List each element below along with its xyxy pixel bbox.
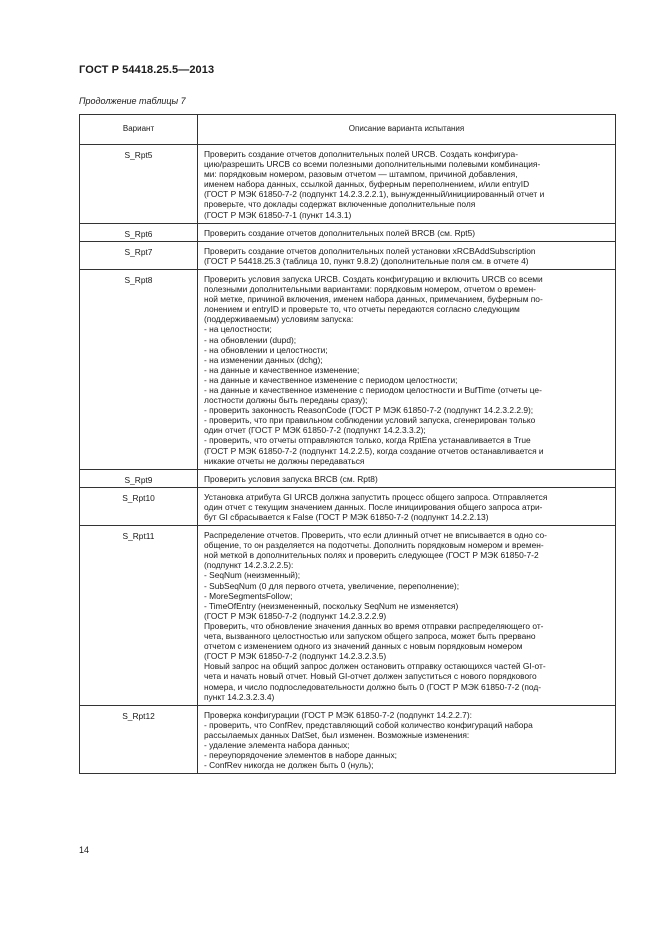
description-line: - на обновлении и целостности; [204, 344, 328, 355]
description-line: один отчет с текущим значением данных. После инициирования общего запроса атри- [204, 501, 543, 512]
description-line: отчетом с изменением одного из значений данных с новым порядковым номером [204, 641, 523, 652]
description-line: - SeqNum (неизменный); [204, 570, 301, 581]
description-line: - переупорядочение элементов в наборе данных; [204, 750, 398, 761]
variant-cell: S_Rpt10 [80, 487, 198, 525]
description-cell [198, 526, 616, 706]
description-line: чета и начать новый отчет. Новый GI-отчет должен запуститься с нового порядкового [204, 671, 537, 682]
description-line: (ГОСТ Р МЭК 61850-7-2 (подпункт 14.2.3.2.2.1), вынужденный/инициированный отчет и [204, 189, 545, 200]
description-line: - на данные и качественное изменение; [204, 364, 360, 375]
description-line: - на данные и качественное изменение с периодом целостности и BufTime (отчеты це- [204, 384, 542, 395]
description-line: - ConfRev никогда не должен быть 0 (нуль); [204, 760, 374, 771]
description-cell [198, 223, 616, 241]
description-line: один отчет (ГОСТ Р МЭК 61850-7-2 (подпункт 14.2.3.3.2); [204, 425, 426, 436]
description-line: Новый запрос на общий запрос должен остановить отправку остающихся частей GI-от- [204, 661, 546, 672]
description-line: общение, то он разделяется на подотчеты. Дополнить порядковым номером и времен- [204, 540, 544, 551]
description-line: - удаление элемента набора данных; [204, 739, 350, 750]
description-line: Проверить создание отчетов дополнительных полей URCB. Создать конфигура- [204, 149, 519, 159]
description-line: ной меткой в дополнительных полях и проверить следующее (ГОСТ Р МЭК 61850-7-2 [204, 550, 539, 561]
description-line: Проверить создание отчетов дополнительных полей BRCB (см. Rpt5) [204, 227, 476, 238]
description-line: (ГОСТ Р 54418.25.3 (таблица 10, пункт 9.8.2) (дополнительные поля см. в отчете 4) [204, 255, 529, 266]
description-line: пункт 14.2.3.2.3.4) [204, 691, 275, 702]
column-header-description: Описание варианта испытания [198, 115, 616, 145]
table-row [80, 145, 616, 224]
table-row [80, 223, 616, 241]
description-line: именем набора данных, ссылкой данных, буферным переполнением, и/или entryID [204, 179, 530, 190]
description-line: (ГОСТ Р МЭК 61850-7-2 (подпункт 14.2.3.2.2.9) [204, 610, 387, 621]
description-line: цию/разрешить URCB со всеми полезными дополнительными полевыми комбинация- [204, 159, 541, 170]
variant-cell: S_Rpt7 [80, 241, 198, 269]
description-cell [198, 241, 616, 269]
description-line: проверьте, что доклады содержат включенные дополнительные поля [204, 199, 476, 210]
description-line: Проверить, что обновление значения данных во время отправки распределяющего от- [204, 620, 544, 631]
description-line: (ГОСТ Р МЭК 61850-7-2 (подпункт 14.2.2.5), когда создание отчетов останавливается и [204, 445, 544, 456]
description-cell [198, 469, 616, 487]
description-line: лостности должны быть переданы сразу); [204, 395, 368, 406]
description-line: - проверить законность ReasonCode (ГОСТ Р МЭК 61850-7-2 (подпункт 14.2.3.2.2.9); [204, 405, 534, 416]
description-cell [198, 705, 616, 774]
description-line: (подпункт 14.2.3.2.2.5): [204, 560, 294, 571]
page-number: 14 [79, 845, 90, 855]
description-line: (поддерживаемым) условиям запуска: [204, 314, 354, 325]
table-row [80, 241, 616, 269]
description-line: - проверить, что при правильном соблюдении условий запуска, сгенерирован только [204, 415, 536, 426]
description-cell [198, 145, 616, 224]
document-standard-title: ГОСТ Р 54418.25.5—2013 [79, 64, 215, 76]
description-line: лонением и entryID и проверьте то, что отчеты передаются согласно следующим [204, 304, 520, 315]
description-line: Проверить условия запуска BRCB (см. Rpt8) [204, 473, 378, 484]
description-line: - проверить, что отчеты отправляются только, когда RptEna устанавливается в True [204, 435, 531, 446]
description-line: - на данные и качественное изменение с периодом целостности; [204, 374, 458, 385]
description-line: Проверить условия запуска URCB. Создать конфигурацию и включить URCB со всеми [204, 273, 543, 284]
table-row [80, 705, 616, 774]
table-row [80, 526, 616, 706]
description-cell [198, 487, 616, 525]
column-header-variant: Вариант [80, 115, 198, 145]
variant-cell: S_Rpt12 [80, 705, 198, 774]
description-line: - на целостности; [204, 324, 272, 335]
description-line: Распределение отчетов. Проверить, что если длинный отчет не вписывается в одно со- [204, 530, 547, 541]
table-header-row [80, 115, 616, 145]
variant-cell: S_Rpt9 [80, 469, 198, 487]
description-line: - MoreSegmentsFollow; [204, 590, 293, 601]
description-line: бут GI сбрасывается к False (ГОСТ Р МЭК 61850-7-2 (подпункт 14.2.2.13) [204, 512, 489, 522]
description-line: рассылаемых данных DatSet, был изменен. Возможные изменения: [204, 729, 470, 740]
table-caption: Продолжение таблицы 7 [79, 96, 186, 106]
variant-cell: S_Rpt5 [80, 145, 198, 224]
description-line: полезными дополнительными вариантами: порядковым номером, отчетом о времен- [204, 284, 536, 295]
description-line: Установка атрибута GI URCB должна запустить процесс общего запроса. Отправляется [204, 491, 548, 502]
description-line: номера, и число подпоследовательности должно быть 0 (ГОСТ Р МЭК 61850-7-2 (под- [204, 681, 542, 692]
description-line: - SubSeqNum (0 для первого отчета, увеличение, переполнение); [204, 580, 460, 591]
description-line: (ГОСТ Р МЭК 61850-7-1 (пункт 14.3.1) [204, 209, 352, 220]
variant-cell: S_Rpt11 [80, 526, 198, 706]
description-line: (ГОСТ Р МЭК 61850-7-2 (подпункт 14.2.3.2.3.5) [204, 651, 387, 662]
variant-cell: S_Rpt8 [80, 269, 198, 469]
description-line: - на обновлении (dupd); [204, 334, 297, 345]
description-line: - TimeOfEntry (неизмененный, поскольку SeqNum не изменяется) [204, 600, 459, 611]
description-line: чета, вызванного целостностью или запуском общего запроса, может быть прервано [204, 631, 536, 642]
description-line: ми: порядковым номером, разовым отчетом — штампом, причиной добавления, [204, 169, 518, 180]
table-body [80, 145, 616, 774]
table-row [80, 269, 616, 469]
description-line: никакие отчеты не должны передаваться [204, 455, 365, 466]
description-line: ной метке, причиной включения, именем набора данных, примечанием, буферным по- [204, 294, 543, 305]
table-row [80, 469, 616, 487]
description-line: Проверка конфигурации (ГОСТ Р МЭК 61850-7-2 (подпункт 14.2.2.7): [204, 709, 472, 720]
description-cell [198, 269, 616, 469]
description-line: Проверить создание отчетов дополнительных полей установки xRCBAddSubscription [204, 245, 536, 256]
description-line: - проверить, что ConfRev, представляющий собой количество конфигураций набора [204, 719, 533, 730]
variant-cell: S_Rpt6 [80, 223, 198, 241]
table-row [80, 487, 616, 525]
test-variants-table [79, 114, 616, 774]
description-line: - на изменении данных (dchg); [204, 354, 323, 365]
